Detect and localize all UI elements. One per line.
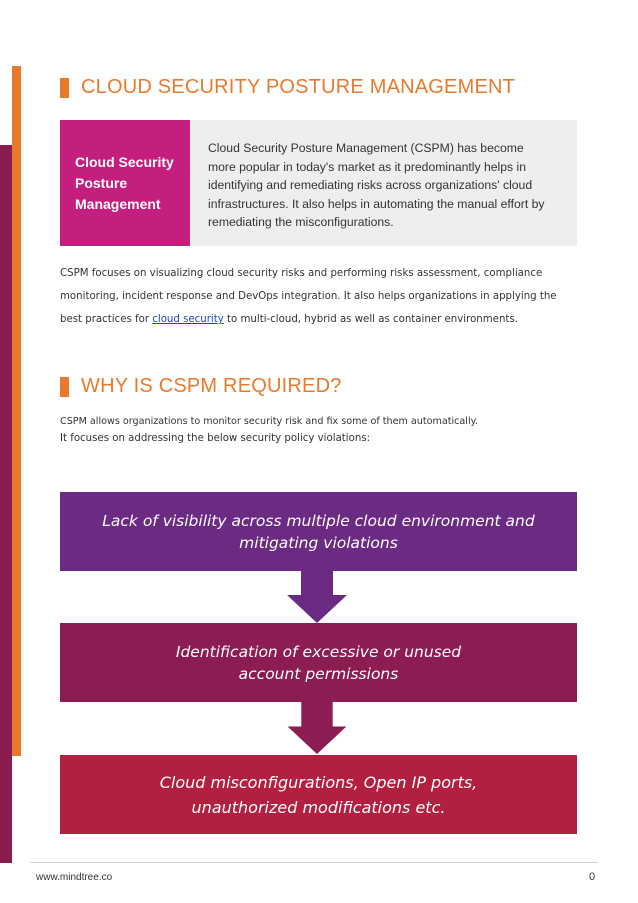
cloud-security-link[interactable]: cloud security <box>152 314 224 325</box>
left-accent-bar-maroon <box>0 145 12 863</box>
footer-website[interactable]: www.mindtree.co <box>36 872 113 883</box>
callout-label-line: Posture <box>75 175 128 191</box>
section-heading-text: WHY IS CSPM REQUIRED? <box>81 375 342 397</box>
callout-text <box>208 139 568 232</box>
down-arrow-icon <box>287 702 347 754</box>
flow-step-line: Cloud misconfigurations, Open IP ports, <box>159 772 478 792</box>
paragraph-line: It focuses on addressing the below security policy violations: <box>60 433 371 444</box>
flow-step-line: Identification of excessive or unused <box>175 642 462 661</box>
flow-step-1 <box>60 492 577 571</box>
section-heading-cspm <box>60 76 515 99</box>
paragraph-line <box>60 308 580 331</box>
footer-divider <box>30 862 598 863</box>
callout-text-line: Cloud Security Posture Management (CSPM) has become <box>208 141 524 155</box>
flow-step-line: mitigating violations <box>239 533 398 552</box>
callout-text-line: remediating the misconfigurations. <box>208 215 394 229</box>
definition-callout <box>60 120 577 246</box>
callout-label-line: Cloud Security <box>75 154 174 170</box>
flow-step-line: Lack of visibility across multiple cloud environment and <box>102 511 535 530</box>
left-accent-bar-orange <box>12 66 21 756</box>
paragraph-line: CSPM focuses on visualizing cloud security risks and performing risks assessment, compliance <box>60 268 543 279</box>
paragraph-text: to multi-cloud, hybrid as well as container environments. <box>223 314 518 325</box>
paragraph-line: monitoring, incident response and DevOps integration. It also helps organizations in applying the <box>60 291 557 302</box>
intro-paragraph <box>60 262 580 331</box>
flow-step-2 <box>60 623 577 702</box>
flow-step-line: unauthorized modifications etc. <box>191 797 446 817</box>
flow-step-line: account permissions <box>238 664 399 683</box>
paragraph-line: CSPM allows organizations to monitor security risk and fix some of them automatically. <box>60 416 478 427</box>
callout-text-line: identifying and remediating risks across organizations' cloud <box>208 178 533 192</box>
section-heading-why-cspm <box>60 375 342 398</box>
section-heading-text: CLOUD SECURITY POSTURE MANAGEMENT <box>81 76 516 98</box>
callout-text-line: infrastructures. It also helps in automating the manual effort by <box>208 196 545 211</box>
footer-page-number: 0 <box>589 871 596 883</box>
callout-text-line: more popular in today's market as it predominantly helps in <box>208 159 527 174</box>
callout-label-line: Management <box>75 196 161 212</box>
paragraph-text: best practices for <box>60 314 153 325</box>
heading-marker <box>60 78 69 98</box>
down-arrow-icon <box>287 571 347 623</box>
callout-label <box>60 120 190 246</box>
heading-marker <box>60 377 69 397</box>
why-paragraph <box>60 413 580 447</box>
flow-step-3 <box>60 755 577 834</box>
